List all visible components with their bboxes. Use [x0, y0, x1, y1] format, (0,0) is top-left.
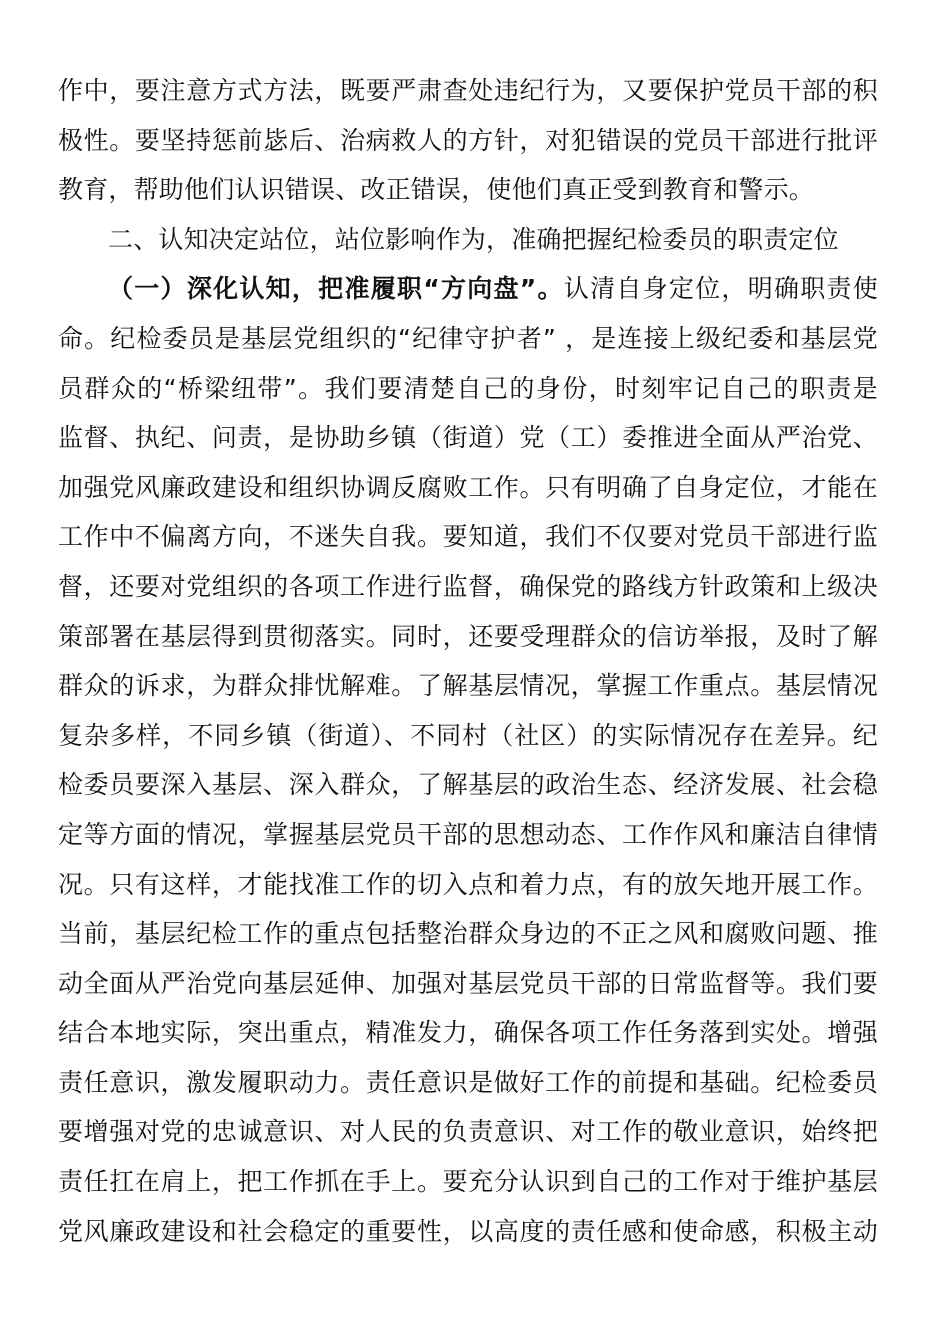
body-text-line: 命。纪检委员是基层党组织的“纪律守护者” ，是连接上级纪委和基层党 [58, 323, 878, 353]
body-text-line: 工作中不偏离方向，不迷失自我。要知道，我们不仅要对党员干部进行监 [58, 522, 878, 552]
body-text-line: 群众的诉求，为群众排忧解难。了解基层情况，掌握工作重点。基层情况 [58, 671, 878, 701]
body-text-line: 督，还要对党组织的各项工作进行监督，确保党的路线方针政策和上级决 [58, 571, 878, 601]
body-text-line: 责任扛在肩上，把工作抓在手上。要充分认识到自己的工作对于维护基层 [58, 1167, 878, 1197]
subsection-first-line [58, 264, 878, 314]
body-text-line: 定等方面的情况，掌握基层党员干部的思想动态、工作作风和廉洁自律情 [58, 819, 878, 849]
body-text-line: 当前，基层纪检工作的重点包括整治群众身边的不正之风和腐败问题、推 [58, 919, 878, 949]
subsection-title: （一）深化认知，把准履职“方向盘”。 [108, 274, 564, 304]
body-text-line: 责任意识，激发履职动力。责任意识是做好工作的前提和基础。纪检委员 [58, 1067, 878, 1097]
document-page [58, 66, 878, 1256]
subsection-first-line-text: 认清自身定位，明确职责使 [563, 274, 878, 304]
body-text-line: 检委员要深入基层、深入群众，了解基层的政治生态、经济发展、社会稳 [58, 770, 878, 800]
body-text-line: 动全面从严治党向基层延伸、加强对基层党员干部的日常监督等。我们要 [58, 968, 878, 998]
body-text-line: 监督、执纪、问责，是协助乡镇（街道）党（工）委推进全面从严治党、 [58, 423, 878, 453]
body-text-line: 加强党风廉政建设和组织协调反腐败工作。只有明确了自身定位，才能在 [58, 472, 878, 502]
section-heading: 二、认知决定站位，站位影响作为，准确把握纪检委员的职责定位 [108, 224, 839, 254]
body-text-line: 作中，要注意方式方法，既要严肃查处违纪行为，又要保护党员干部的积 [58, 76, 878, 105]
body-text-line: 结合本地实际，突出重点，精准发力，确保各项工作任务落到实处。增强 [58, 1018, 878, 1048]
body-text-line: 复杂多样，不同乡镇（街道）、不同村（社区）的实际情况存在差异。纪 [58, 720, 878, 750]
body-text-line: 要增强对党的忠诚意识、对人民的负责意识、对工作的敬业意识，始终把 [58, 1117, 878, 1147]
body-text-line: 极性。要坚持惩前毖后、治病救人的方针，对犯错误的党员干部进行批评 [58, 125, 878, 155]
body-text-line: 教育，帮助他们认识错误、改正错误，使他们真正受到教育和警示。 [58, 175, 815, 205]
body-text-line: 员群众的“桥梁纽带”。我们要清楚自己的身份，时刻牢记自己的职责是 [58, 373, 878, 403]
body-text-line: 况。只有这样，才能找准工作的切入点和着力点，有的放矢地开展工作。 [58, 869, 878, 899]
body-text-line: 策部署在基层得到贯彻落实。同时，还要受理群众的信访举报，及时了解 [58, 621, 878, 651]
body-text-line: 党风廉政建设和社会稳定的重要性，以高度的责任感和使命感，积极主动 [58, 1216, 878, 1246]
